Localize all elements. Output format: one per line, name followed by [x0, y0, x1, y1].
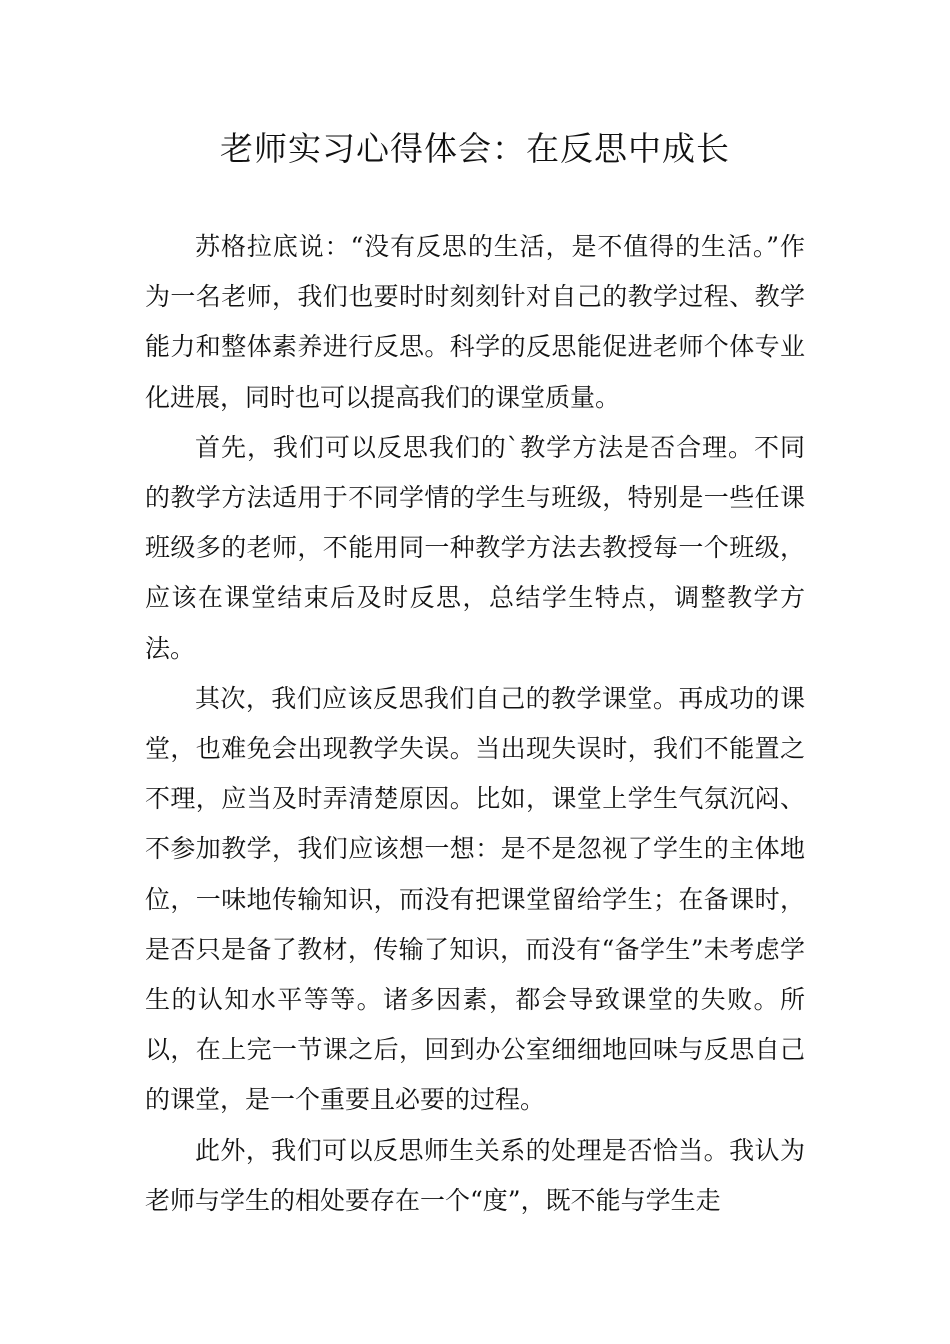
- paragraph-classroom: 其次，我们应该反思我们自己的教学课堂。再成功的课堂，也难免会出现教学失误。当出现失误时，我们不能置之不理，应当及时弄清楚原因。比如，课堂上学生气氛沉闷、不参加教学，我们应该想一想：是不是忽视了学生的主体地位，一味地传输知识，而没有把课堂留给学生；在备课时，是否只是备了教材，传输了知识，而没有“备学生”未考虑学生的认知水平等等。诸多因素，都会导致课堂的失败。所以，在上完一节课之后，回到办公室细细地回味与反思自己的课堂，是一个重要且必要的过程。: [145, 683, 805, 1115]
- paragraph-teaching-method: 首先，我们可以反思我们的`教学方法是否合理。不同的教学方法适用于不同学情的学生与班级，特别是一些任课班级多的老师，不能用同一种教学方法去教授每一个班级，应该在课堂结束后及时反思，总结学生特点，调整教学方法。: [145, 432, 805, 663]
- document-body: [145, 222, 805, 1226]
- paragraph-intro: 苏格拉底说：“没有反思的生活，是不值得的生活。”作为一名老师，我们也要时时刻刻针对自己的教学过程、教学能力和整体素养进行反思。科学的反思能促进老师个体专业化进展，同时也可以提高我们的课堂质量。: [145, 232, 805, 412]
- paragraph-relationship: 此外，我们可以反思师生关系的处理是否恰当。我认为老师与学生的相处要存在一个“度”，既不能与学生走: [145, 1135, 805, 1215]
- document-title: 老师实习心得体会：在反思中成长: [220, 129, 730, 168]
